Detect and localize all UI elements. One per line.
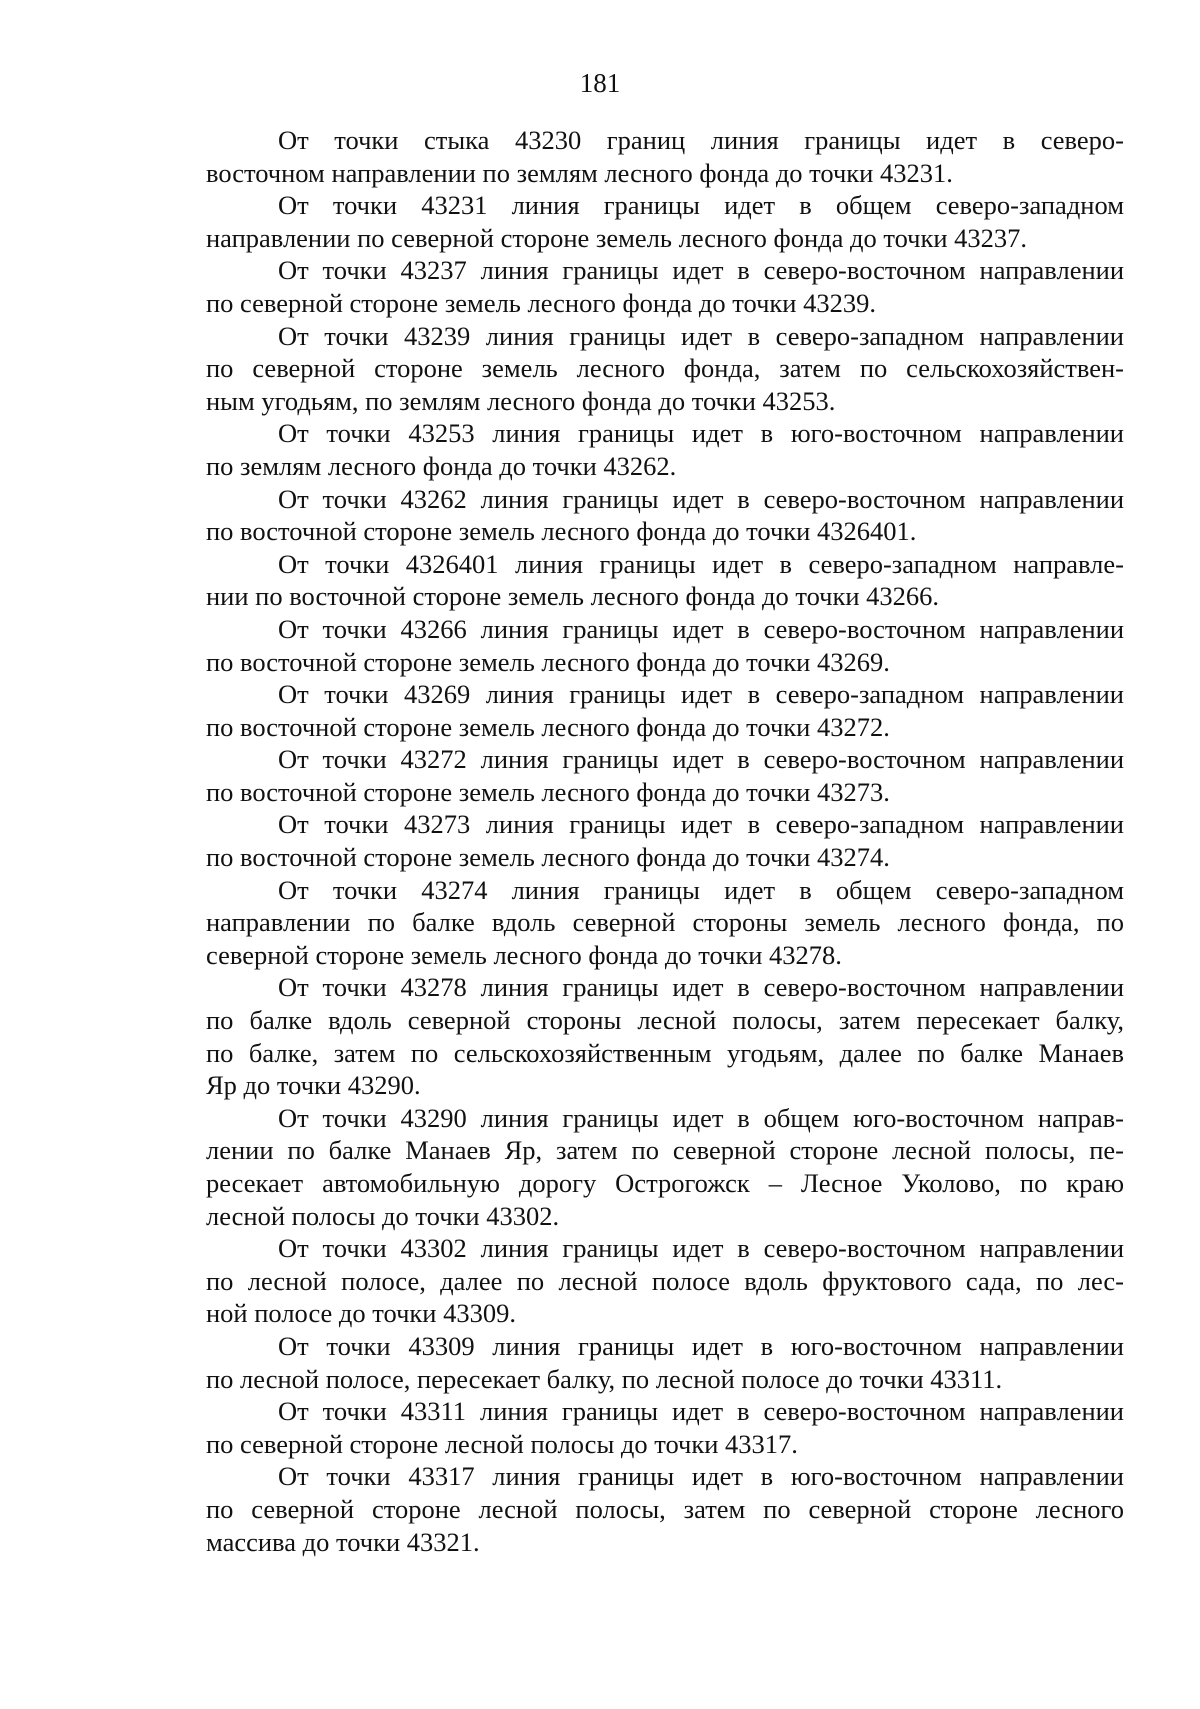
text-line: по восточной стороне земель лесного фонда до точки 43274.	[206, 842, 890, 873]
text-line: ным угодьям, по землям лесного фонда до точки 43253.	[206, 385, 836, 416]
paragraph	[206, 254, 1124, 319]
text-line: направлении по северной стороне земель лесного фонда до точки 43237.	[206, 222, 1028, 253]
text-line: по балке, затем по сельскохозяйственным угодьям, далее по балке Манаев	[206, 1037, 1124, 1068]
paragraph	[206, 743, 1124, 808]
paragraph	[206, 1102, 1124, 1232]
text-line: по восточной стороне земель лесного фонда до точки 43273.	[206, 776, 890, 807]
document-body	[206, 124, 1124, 1558]
text-line: ной полосе до точки 43309.	[206, 1298, 516, 1329]
paragraph	[206, 1232, 1124, 1330]
paragraph	[206, 971, 1124, 1101]
text-line: Яр до точки 43290.	[206, 1070, 421, 1101]
text-line: по лесной полосе, пересекает балку, по лесной полосе до точки 43311.	[206, 1363, 1003, 1394]
paragraph	[206, 874, 1124, 972]
text-line: От точки 43231 линия границы идет в общем северо-западном	[278, 190, 1124, 221]
text-line: От точки 43266 линия границы идет в северо-восточном направлении	[278, 613, 1124, 644]
paragraph	[206, 189, 1124, 254]
paragraph	[206, 124, 1124, 189]
paragraph	[206, 678, 1124, 743]
text-line: восточном направлении по землям лесного фонда до точки 43231.	[206, 157, 953, 188]
paragraph	[206, 548, 1124, 613]
text-line: лении по балке Манаев Яр, затем по северной стороне лесной полосы, пе-	[206, 1135, 1124, 1166]
text-line: северной стороне земель лесного фонда до точки 43278.	[206, 939, 842, 970]
text-line: От точки 43290 линия границы идет в общем юго-восточном направ-	[278, 1102, 1124, 1133]
paragraph	[206, 1395, 1124, 1460]
text-line: От точки 43262 линия границы идет в северо-восточном направлении	[278, 483, 1124, 514]
page-number: 181	[579, 68, 621, 98]
text-line: От точки 43253 линия границы идет в юго-восточном направлении	[278, 418, 1124, 449]
text-line: От точки 43302 линия границы идет в северо-восточном направлении	[278, 1233, 1124, 1264]
text-line: От точки 43272 линия границы идет в северо-восточном направлении	[278, 744, 1124, 775]
text-line: От точки 4326401 линия границы идет в северо-западном направле-	[278, 548, 1124, 579]
text-line: по восточной стороне земель лесного фонда до точки 43269.	[206, 646, 890, 677]
paragraph	[206, 417, 1124, 482]
paragraph	[206, 1330, 1124, 1395]
text-line: От точки 43309 линия границы идет в юго-восточном направлении	[278, 1330, 1124, 1361]
text-line: направлении по балке вдоль северной стороны земель лесного фонда, по	[206, 907, 1124, 938]
text-line: ресекает автомобильную дорогу Острогожск – Лесное Уколово, по краю	[206, 1168, 1124, 1198]
text-line: От точки 43237 линия границы идет в северо-восточном направлении	[278, 255, 1124, 286]
text-line: массива до точки 43321.	[206, 1526, 480, 1557]
text-line: От точки 43239 линия границы идет в северо-западном направлении	[278, 320, 1124, 351]
paragraph	[206, 613, 1124, 678]
paragraph	[206, 483, 1124, 548]
text-line: по восточной стороне земель лесного фонда до точки 43272.	[206, 711, 890, 742]
text-line: От точки 43311 линия границы идет в северо-восточном направлении	[278, 1396, 1124, 1427]
text-line: От точки стыка 43230 границ линия границы идет в северо-	[278, 125, 1124, 155]
paragraph	[206, 320, 1124, 418]
text-line: по северной стороне земель лесного фонда до точки 43239.	[206, 287, 876, 318]
text-line: по северной стороне лесной полосы до точки 43317.	[206, 1428, 798, 1459]
text-line: От точки 43269 линия границы идет в северо-западном направлении	[278, 679, 1124, 710]
text-line: по восточной стороне земель лесного фонда до точки 4326401.	[206, 516, 917, 547]
text-line: От точки 43273 линия границы идет в северо-западном направлении	[278, 809, 1124, 840]
text-line: нии по восточной стороне земель лесного фонда до точки 43266.	[206, 581, 940, 612]
text-line: по лесной полосе, далее по лесной полосе вдоль фруктового сада, по лес-	[206, 1265, 1124, 1296]
text-line: по землям лесного фонда до точки 43262.	[206, 450, 677, 481]
paragraph	[206, 808, 1124, 873]
text-line: От точки 43274 линия границы идет в общем северо-западном	[278, 874, 1124, 905]
text-line: лесной полосы до точки 43302.	[206, 1200, 560, 1231]
text-line: От точки 43317 линия границы идет в юго-восточном направлении	[278, 1461, 1124, 1492]
paragraph	[206, 1460, 1124, 1558]
text-line: по северной стороне земель лесного фонда, затем по сельскохозяйствен-	[206, 353, 1124, 384]
text-line: по северной стороне лесной полосы, затем по северной стороне лесного	[206, 1493, 1124, 1524]
text-line: по балке вдоль северной стороны лесной полосы, затем пересекает балку,	[206, 1005, 1124, 1036]
text-line: От точки 43278 линия границы идет в северо-восточном направлении	[278, 972, 1124, 1003]
